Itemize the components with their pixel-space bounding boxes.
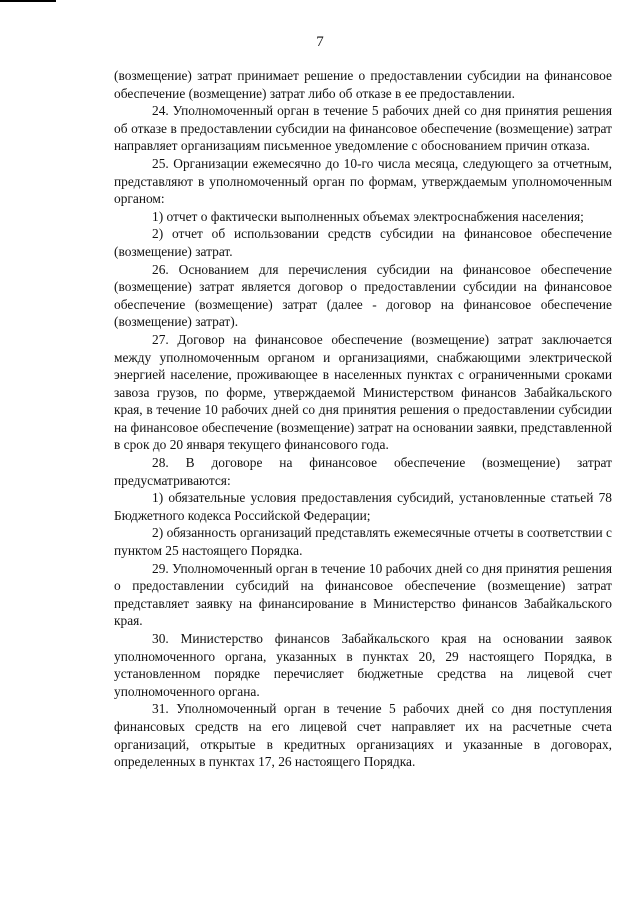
document-body	[114, 67, 612, 771]
paragraph-24: 24. Уполномоченный орган в течение 5 рабочих дней со дня принятия решения об отказе в предоставлении субсидии на финансовое обеспечение (возмещение) затрат направляет организациям письменное уведомление с обоснованием причин отказа.	[114, 103, 612, 154]
paragraph-28-item-2: 2) обязанность организаций представлять ежемесячные отчеты в соответствии с пунктом 25 настоящего Порядка.	[114, 525, 612, 559]
paragraph-27: 27. Договор на финансовое обеспечение (возмещение) затрат заключается между уполномоченным органом и организациями, снабжающими электрической энергией население, проживающее в населенных пунктах с ограниченными сроками завоза грузов, по форме, утверждаемой Министерством финансов Забайкальского края, в течение 10 рабочих дней со дня принятия решения о предоставлении субсидии на финансовое обеспечение (возмещение) затрат на основании заявки, представленной в срок до 20 января текущего финансового года.	[114, 331, 612, 453]
page-number: 7	[316, 34, 324, 50]
top-edge-line	[0, 0, 56, 2]
paragraph-26: 26. Основанием для перечисления субсидии на финансовое обеспечение (возмещение) затрат является договор о предоставлении субсидии на финансовое обеспечение (возмещение) затрат (далее - договор на финансовое обеспечение (возмещение) затрат).	[114, 261, 612, 330]
paragraph-30: 30. Министерство финансов Забайкальского края на основании заявок уполномоченного органа, указанных в пунктах 20, 29 настоящего Порядка, в установленном порядке перечисляет бюджетные средства на лицевой счет уполномоченного органа.	[114, 631, 612, 699]
paragraph-25-item-1: 1) отчет о фактически выполненных объемах электроснабжения населения;	[152, 208, 584, 224]
paragraph-continuation: (возмещение) затрат принимает решение о предоставлении субсидии на финансовое обеспечение (возмещение) затрат либо об отказе в ее предоставлении.	[114, 68, 612, 101]
paragraph-28: 28. В договоре на финансовое обеспечение (возмещение) затрат предусматриваются:	[114, 455, 612, 488]
paragraph-25: 25. Организации ежемесячно до 10-го числа месяца, следующего за отчетным, представляют в уполномоченный орган по формам, утверждаемым уполномоченным органом:	[114, 155, 612, 207]
paragraph-31: 31. Уполномоченный орган в течение 5 рабочих дней со дня поступления финансовых средств на его лицевой счет направляет их на расчетные счета организаций, открытые в кредитных организациях и указанные в договорах, определенных в пунктах 17, 26 настоящего Порядка.	[114, 701, 612, 770]
paragraph-29: 29. Уполномоченный орган в течение 10 рабочих дней со дня принятия решения о предоставлении субсидий на финансовое обеспечение (возмещение) затрат представляет заявку на финансирование в Министерство финансов Забайкальского края.	[114, 560, 612, 629]
paragraph-25-item-2: 2) отчет об использовании средств субсидии на финансовое обеспечение (возмещение) затрат.	[114, 226, 612, 259]
paragraph-28-item-1: 1) обязательные условия предоставления субсидий, установленные статьей 78 Бюджетного кодекса Российской Федерации;	[114, 490, 612, 523]
